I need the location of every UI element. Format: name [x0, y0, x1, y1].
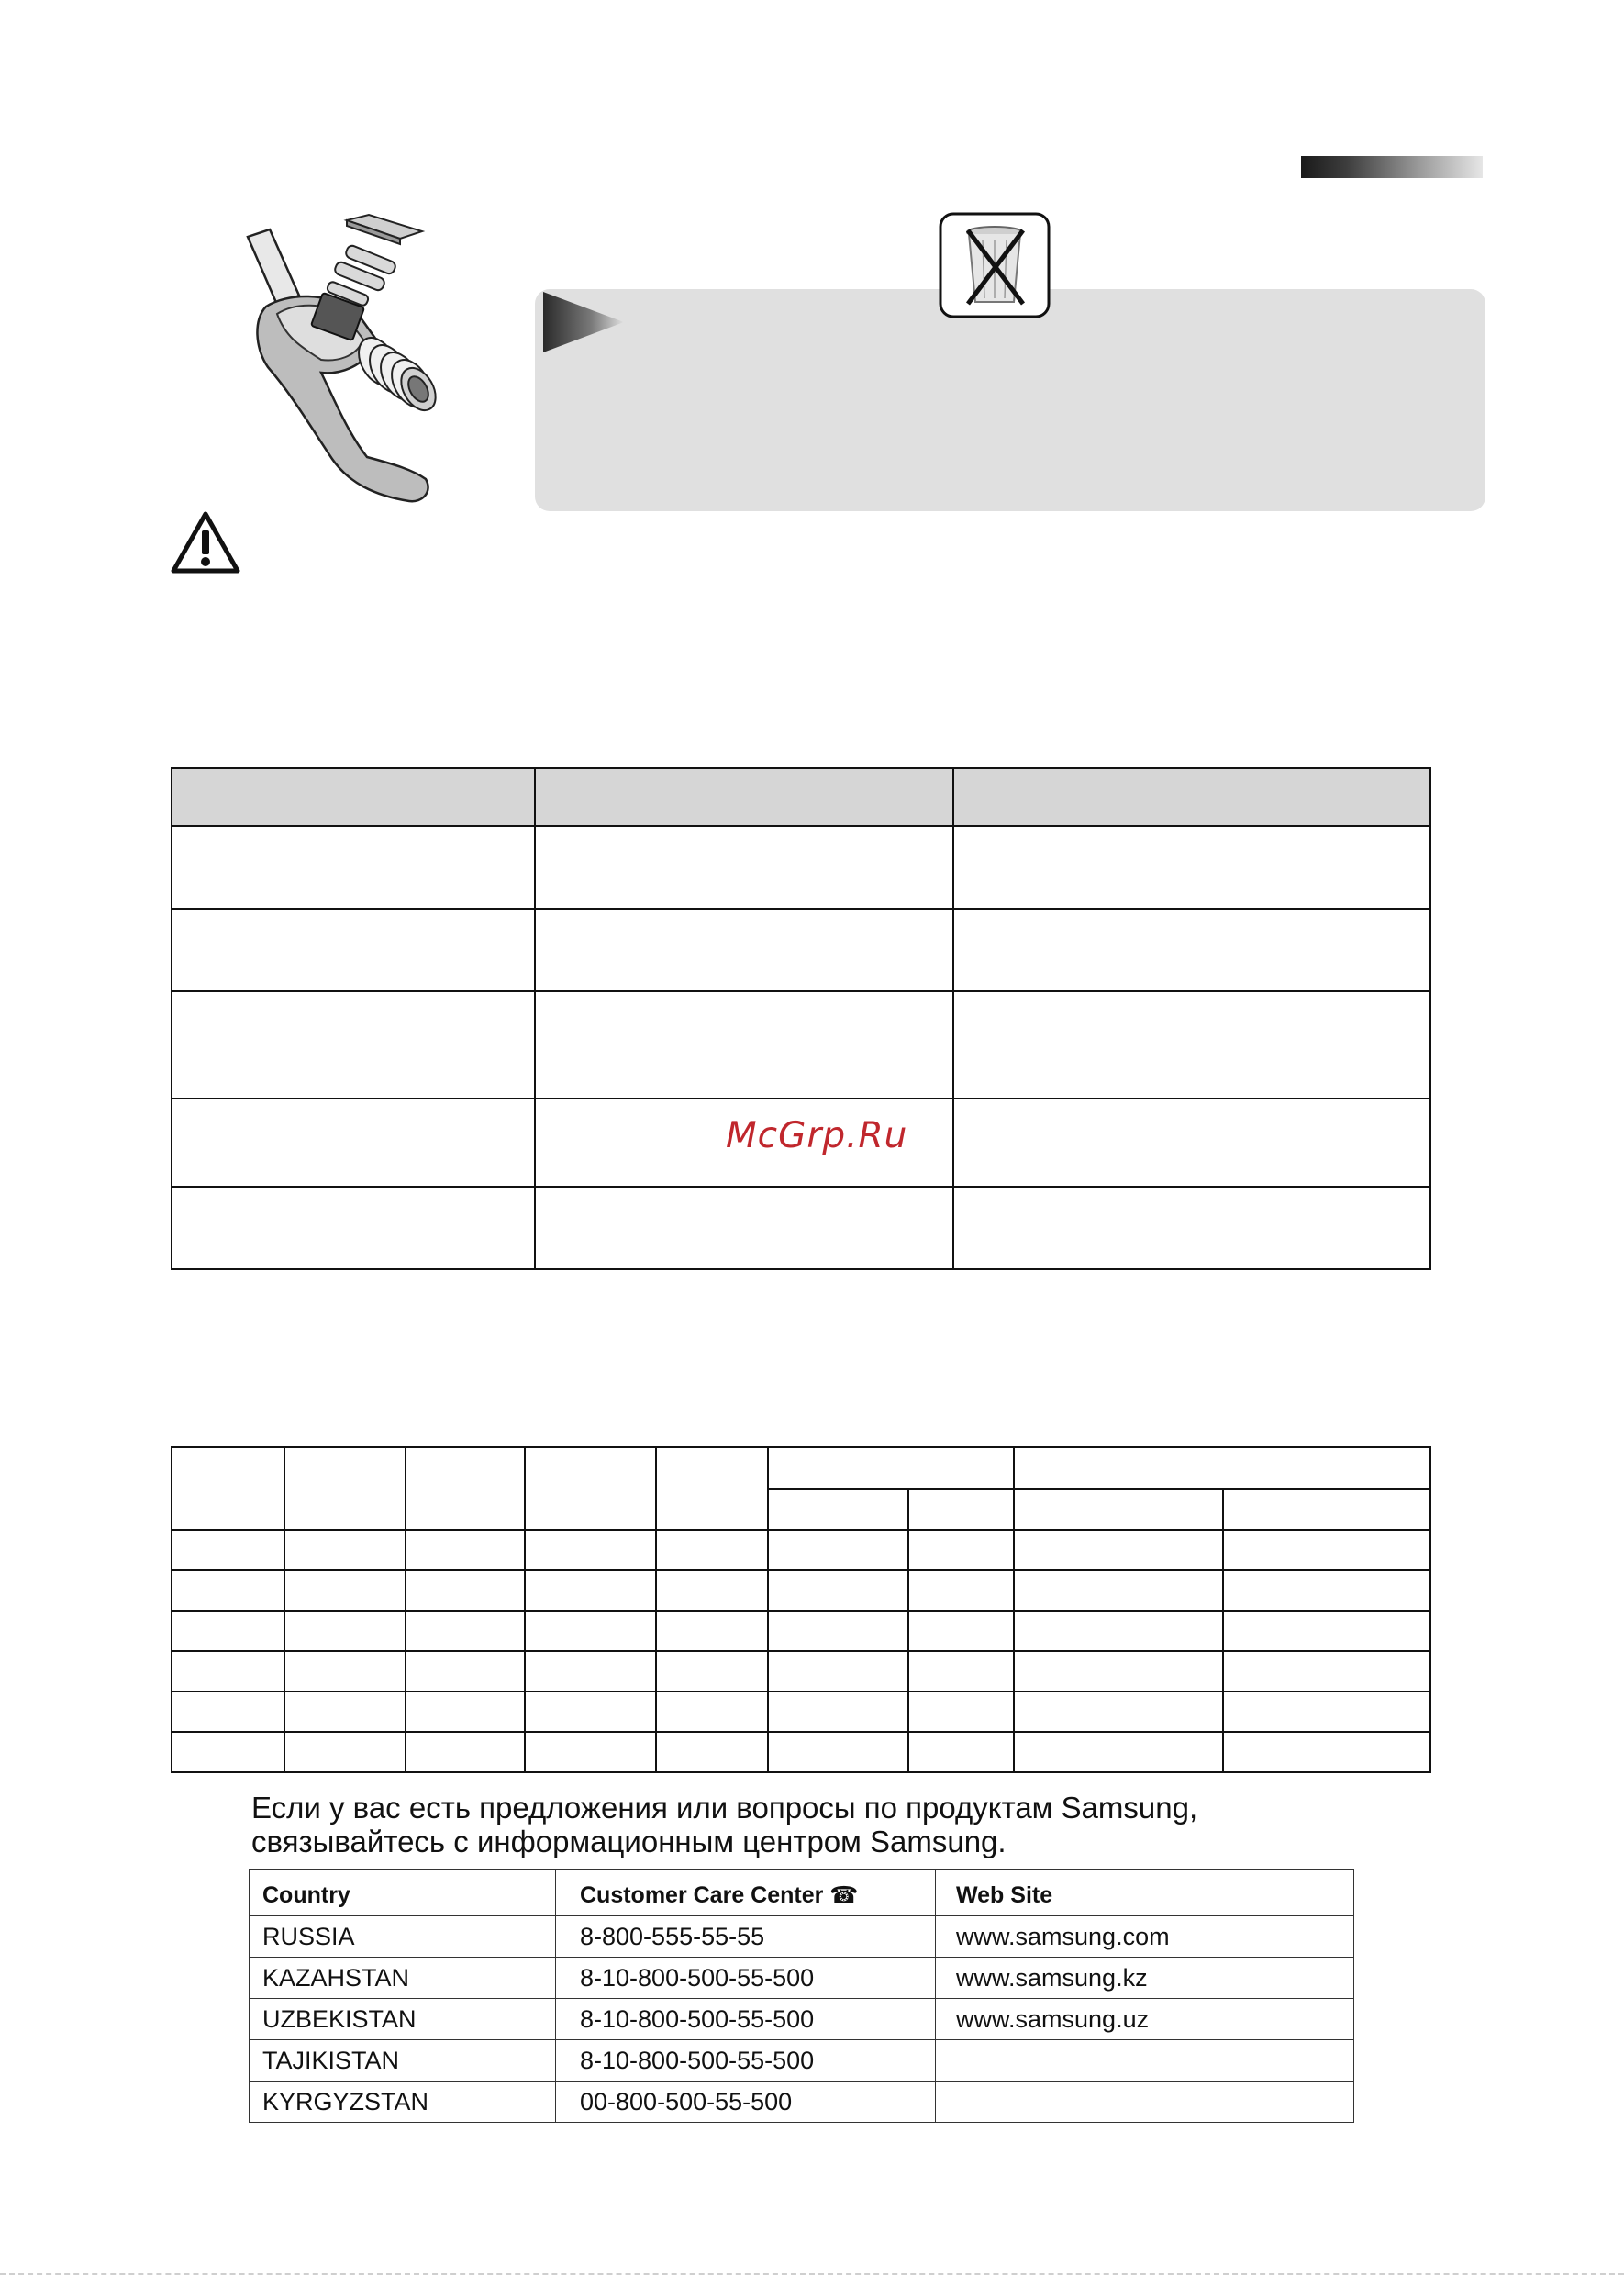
- crossed-out-bin-icon: [939, 212, 1051, 318]
- page-bottom-rule: [0, 2273, 1624, 2275]
- table-row: [172, 909, 1430, 991]
- table-row: [172, 991, 1430, 1099]
- phone-cell: 8-10-800-500-55-500: [556, 1999, 936, 2040]
- table-row: [172, 1570, 1430, 1611]
- country-cell: KAZAHSTAN: [250, 1958, 556, 1999]
- header-care-center: Customer Care Center ☎: [556, 1870, 936, 1916]
- website-cell: [936, 2040, 1354, 2082]
- phone-cell: 8-10-800-500-55-500: [556, 2040, 936, 2082]
- table-row: [172, 1187, 1430, 1269]
- contact-intro-line-2: связывайтесь с информационным центром Samsung.: [251, 1825, 1007, 1858]
- table-row: [250, 1999, 1354, 2040]
- table-header-row: [172, 768, 1430, 826]
- table-row: [172, 1732, 1430, 1772]
- table-header-row: [250, 1870, 1354, 1916]
- contact-intro-line-1: Если у вас есть предложения или вопросы по продуктам Samsung,: [251, 1791, 1198, 1825]
- table-row: [172, 1651, 1430, 1691]
- table-row: [172, 826, 1430, 909]
- phone-cell: 8-800-555-55-55: [556, 1916, 936, 1958]
- website-link[interactable]: www.samsung.kz: [936, 1958, 1354, 1999]
- table-row: [172, 1530, 1430, 1570]
- warning-triangle-icon: [171, 510, 240, 575]
- customer-care-table: [249, 1869, 1354, 2123]
- specifications-table: [171, 1446, 1431, 1773]
- country-cell: RUSSIA: [250, 1916, 556, 1958]
- note-box: [535, 289, 1485, 511]
- website-link[interactable]: www.samsung.com: [936, 1916, 1354, 1958]
- watermark-text: McGrp.Ru: [726, 1115, 908, 1156]
- phone-cell: 8-10-800-500-55-500: [556, 1958, 936, 1999]
- website-link[interactable]: www.samsung.uz: [936, 1999, 1354, 2040]
- country-cell: TAJIKISTAN: [250, 2040, 556, 2082]
- table-row: [250, 1916, 1354, 1958]
- country-cell: UZBEKISTAN: [250, 1999, 556, 2040]
- section-tab-bar: [1301, 156, 1483, 178]
- header-web-site: Web Site: [936, 1870, 1354, 1916]
- table-row: [172, 1611, 1430, 1651]
- troubleshooting-table: [171, 767, 1431, 1270]
- header-country: Country: [250, 1870, 556, 1916]
- table-row: [250, 2082, 1354, 2123]
- play-arrow-icon: [541, 292, 624, 356]
- table-row: [172, 1691, 1430, 1732]
- website-cell: [936, 2082, 1354, 2123]
- remote-handle-illustration: [229, 211, 459, 514]
- table-header-row: [172, 1447, 1430, 1489]
- table-row: [250, 1958, 1354, 1999]
- country-cell: KYRGYZSTAN: [250, 2082, 556, 2123]
- phone-cell: 00-800-500-55-500: [556, 2082, 936, 2123]
- table-row: [250, 2040, 1354, 2082]
